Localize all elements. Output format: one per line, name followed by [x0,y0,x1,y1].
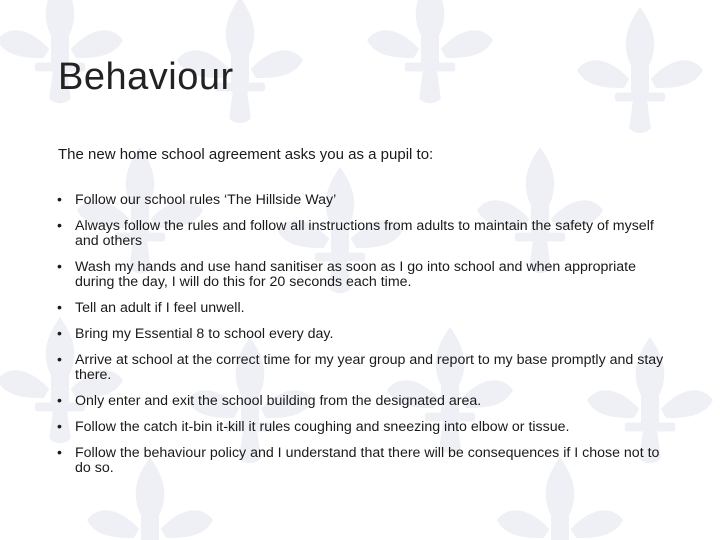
bullet-icon: • [57,445,62,461]
rule-text: Follow the behaviour policy and I understand that there will be consequences if I chose not to do so. [75,445,660,476]
page-title: Behaviour [58,56,234,98]
list-item [56,193,676,208]
rule-text: Follow our school rules ‘The Hillside Way’ [75,192,337,208]
bullet-icon: • [57,393,62,409]
bullet-icon: • [57,300,62,316]
rule-text: Tell an adult if I feel unwell. [75,300,245,316]
bullet-icon: • [57,419,62,435]
list-item [56,446,676,476]
bullet-icon: • [57,218,62,234]
list-item [56,394,676,409]
bullet-icon: • [57,192,62,208]
list-item [56,327,676,342]
bullet-icon: • [57,352,62,368]
rule-text: Always follow the rules and follow all instructions from adults to maintain the safety of myself and others [75,218,654,249]
rules-list [56,193,676,487]
list-item [56,353,676,383]
list-item [56,219,676,249]
list-item [56,420,676,435]
list-item [56,260,676,290]
rule-text: Wash my hands and use hand sanitiser as soon as I go into school and when appropriate during the day, I will do this for 20 seconds each time. [75,259,637,290]
rule-text: Arrive at school at the correct time for my year group and report to my base promptly and stay there. [75,352,664,383]
bullet-icon: • [57,326,62,342]
list-item [56,301,676,316]
rule-text: Bring my Essential 8 to school every day. [75,326,334,342]
intro-text: The new home school agreement asks you as a pupil to: [58,146,434,163]
rule-text: Follow the catch it-bin it-kill it rules coughing and sneezing into elbow or tissue. [75,419,570,435]
bullet-icon: • [57,259,62,275]
rule-text: Only enter and exit the school building from the designated area. [75,393,482,409]
